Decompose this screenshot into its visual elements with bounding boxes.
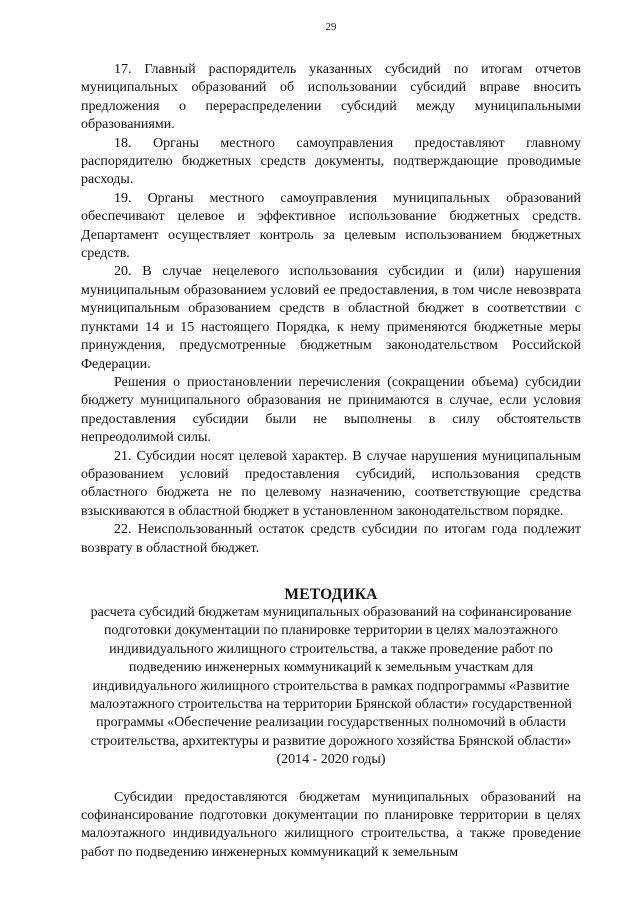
paragraph-17: 17. Главный распорядитель указанных субсидий по итогам отчетов муниципальных образований об использовании субсидий вправе вносить предложения о перераспределении субсидий между муниципальными образованиями. [81,62,581,133]
page-number: 29 [325,21,337,33]
section-heading: МЕТОДИКА [284,585,378,603]
paragraph-20-continued: Решения о приостановлении перечисления (сокращении объема) субсидии бюджету муниципального образования не принимаются в случае, если условия предоставления субсидии были не выполнены в силу обстоятельств непреодолимой силы. [81,374,581,446]
paragraph-19: 19. Органы местного самоуправления муниципальных образований обеспечивают целевое и эффективное использование бюджетных средств. Департамент осуществляет контроль за целевым использованием бюджетных средств. [81,190,581,262]
section-subheading: расчета субсидий бюджетам муниципальных образований на софинансирование подготовки документации по планировке территории в целях малоэтажного индивидуального жилищного строительства, а также проведение работ по подведению инженерных коммуникаций к земельным участкам для индивидуального жилищного строительства в рамках подпрограммы «Развитие малоэтажного строительства на территории Брянской области» государственной программы «Обеспечение реализации государственных полномочий в области строительства, архитектуры и развитие дорожного хозяйства Брянской области» (2014 - 2020 годы) [90,604,572,768]
paragraph-21: 21. Субсидии носят целевой характер. В случае нарушения муниципальным образованием условий предоставления субсидий, использования средств областного бюджета не по целевому назначению, соответствующие средства взыскиваются в областной бюджет в установленном законодательством порядке. [81,448,581,519]
paragraph-18: 18. Органы местного самоуправления предоставляют главному распорядителю бюджетных средств документы, подтверждающие проводимые расходы. [81,135,581,188]
document-body [81,61,581,862]
document-page [81,0,581,905]
methodology-paragraph: Субсидии предоставляются бюджетам муниципальных образований на софинансирование подготовки документации по планировке территории в целях малоэтажного индивидуального жилищного строительства, а также проведение работ по подведению инженерных коммуникаций к земельным [81,789,581,860]
paragraph-22: 22. Неиспользованный остаток средств субсидии по итогам года подлежит возврату в областной бюджет. [81,522,581,556]
paragraph-20: 20. В случае нецелевого использования субсидии и (или) нарушения муниципальным образованием условий ее предоставления, в том числе невозврата муниципальным образованием средств в областной бюджет в соответствии с пунктами 14 и 15 настоящего Порядка, к нему применяются бюджетные меры принуждения, предусмотренные бюджетным законодательством Российской Федерации. [81,264,581,372]
